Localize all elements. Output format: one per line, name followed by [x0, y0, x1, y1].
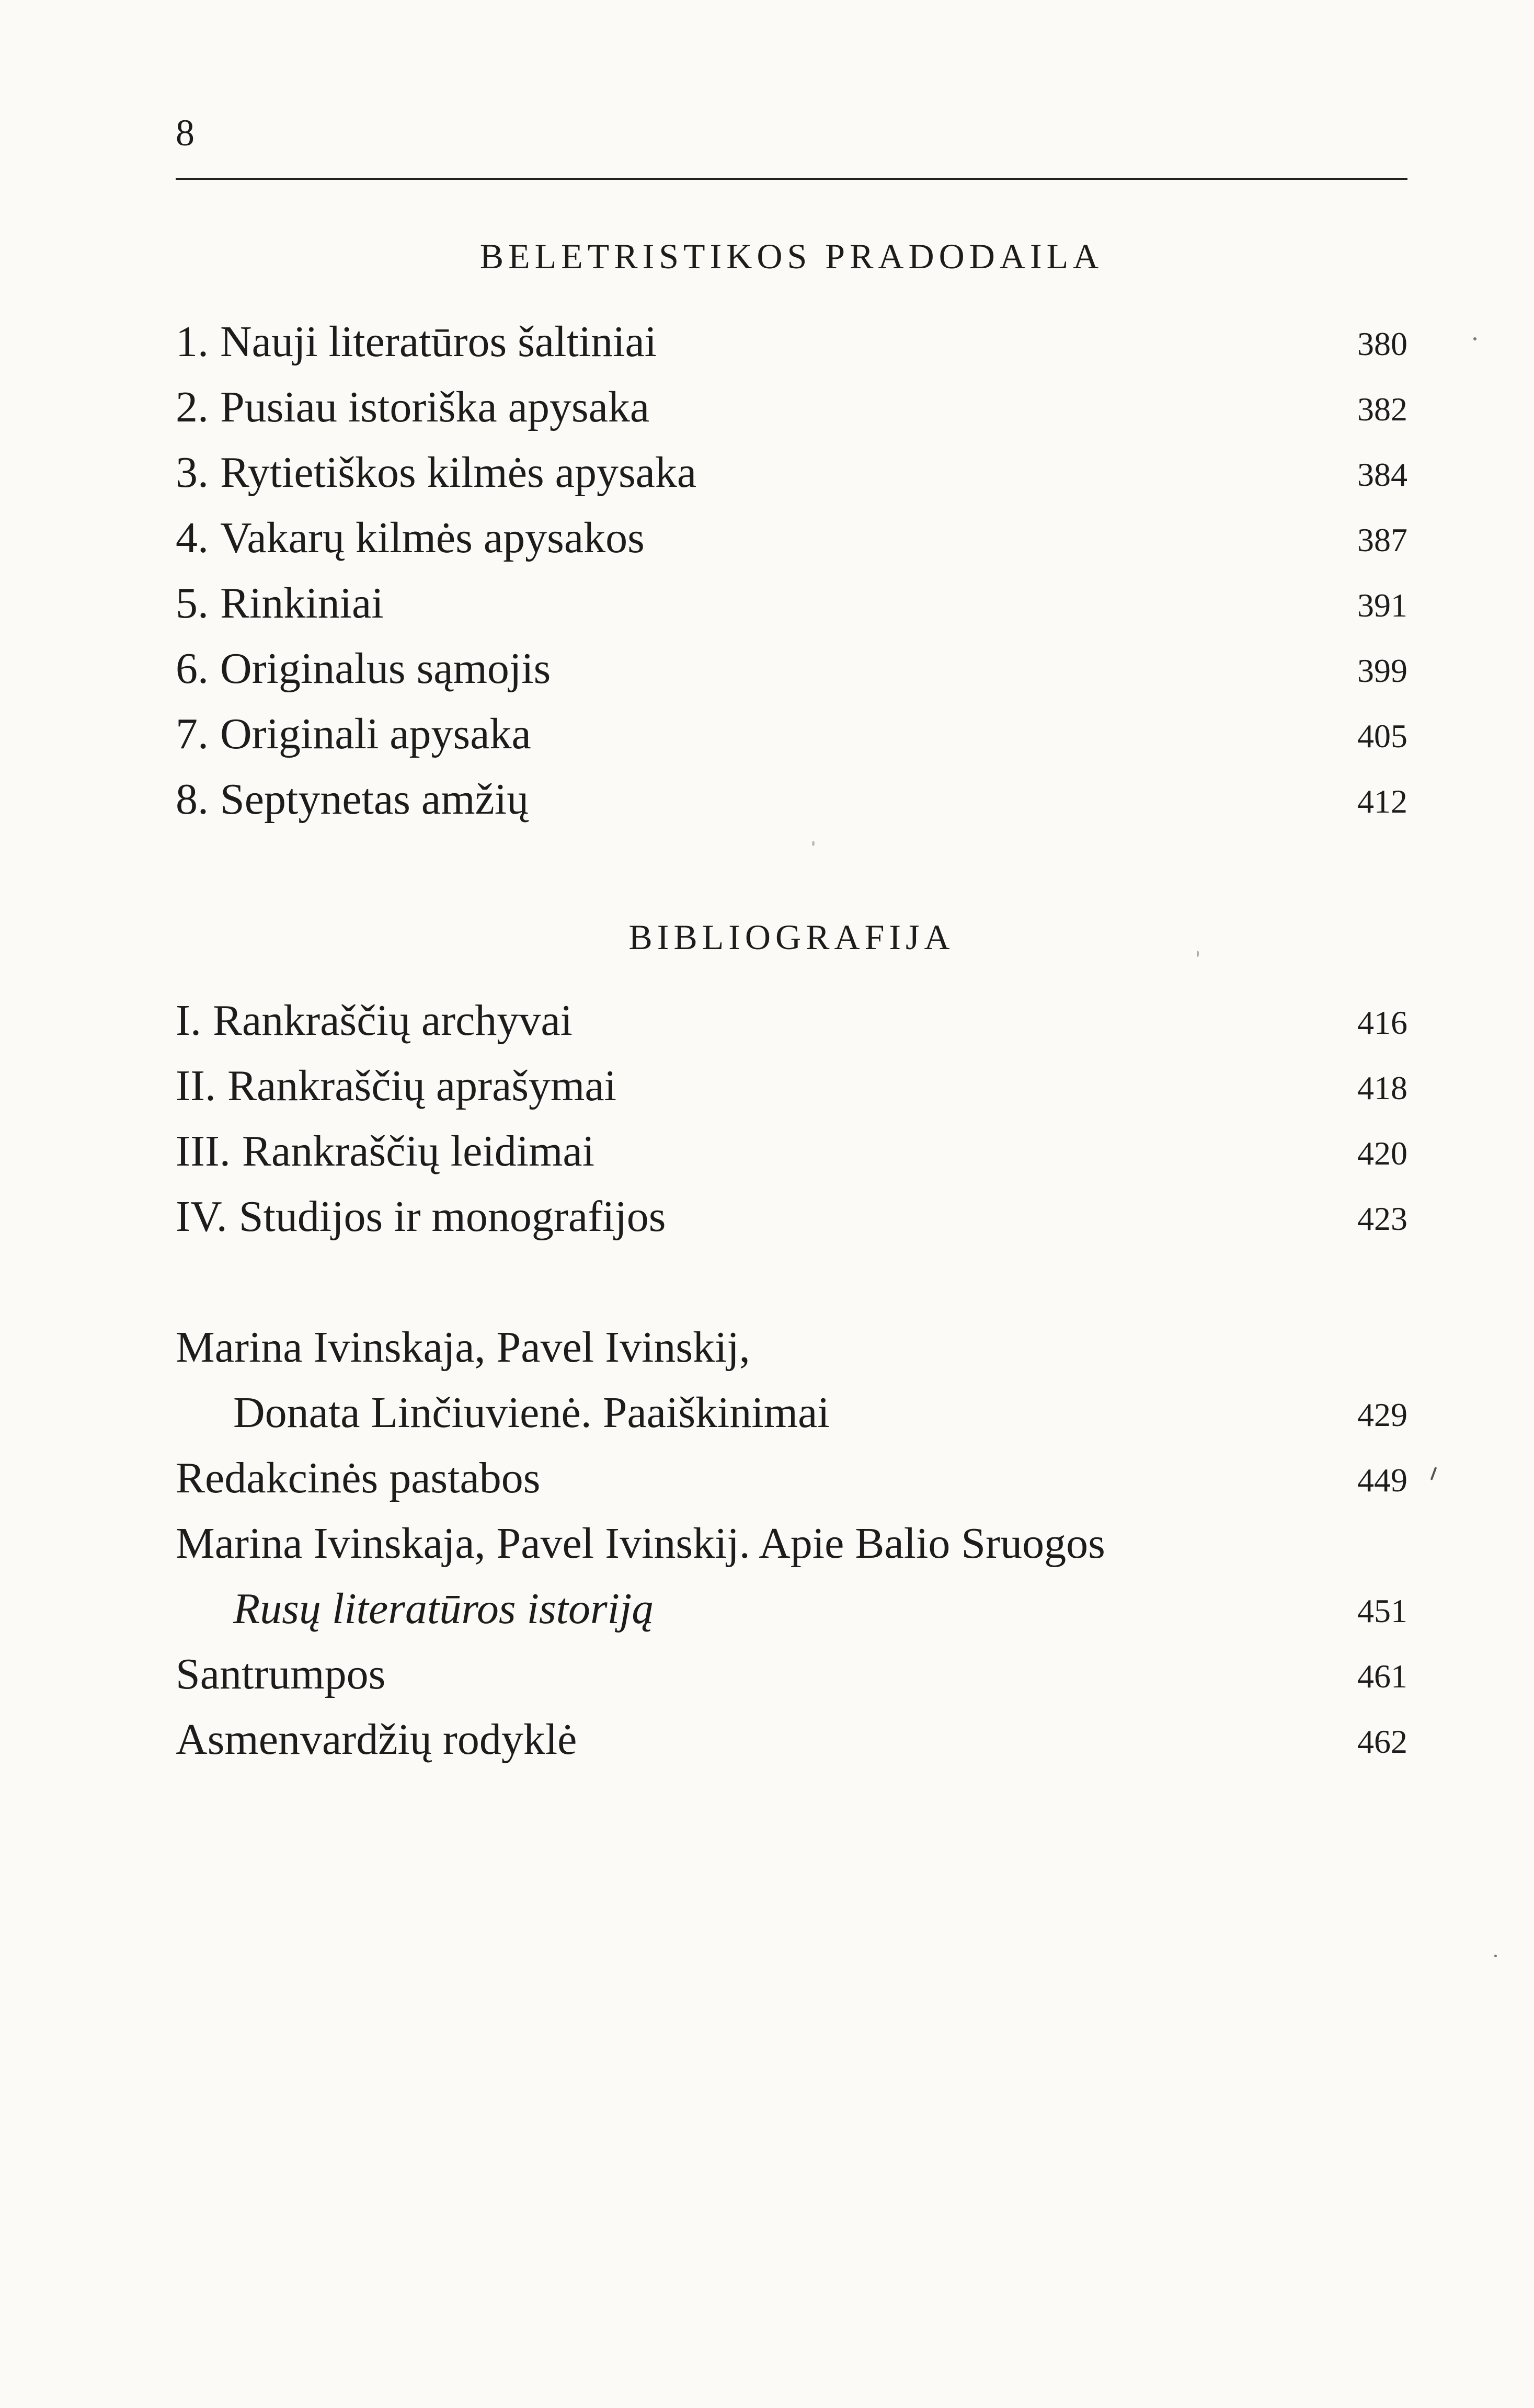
toc-page-number: 380 — [1357, 325, 1407, 362]
toc-entry-abbreviations — [176, 1652, 1407, 1705]
toc-entry-text: 6. Originalus sąmojis — [176, 644, 551, 693]
toc-entry — [176, 513, 1407, 568]
toc-entry — [176, 1192, 1407, 1247]
header-rule — [176, 178, 1407, 180]
toc-page-number: 429 — [1357, 1396, 1407, 1433]
toc-entry-text: Redakcinės pastabos — [176, 1454, 541, 1502]
toc-entry-text: Marina Ivinskaja, Pavel Ivinskij. Apie Balio Sruogos — [176, 1519, 1105, 1568]
toc-entry-text: 7. Originali apysaka — [176, 710, 531, 758]
toc-entry — [176, 448, 1407, 503]
toc-page-number: 416 — [1357, 1004, 1407, 1041]
page-number: 8 — [176, 112, 194, 154]
toc-entry-editorial-notes — [176, 1456, 1407, 1509]
toc-entry-index — [176, 1715, 1407, 1770]
toc-entry — [176, 775, 1407, 830]
toc-entry-text: Marina Ivinskaja, Pavel Ivinskij, — [176, 1323, 750, 1372]
scan-speck — [812, 841, 815, 846]
toc-page-number: 382 — [1357, 391, 1407, 428]
toc-entry-text: 5. Rinkiniai — [176, 579, 384, 627]
toc-entry — [176, 1129, 1407, 1182]
toc-page-number: 399 — [1357, 652, 1407, 689]
toc-entry-text: 3. Rytietiškos kilmės apysaka — [176, 448, 697, 497]
scan-speck — [1494, 1955, 1497, 1957]
toc-entry — [176, 712, 1407, 764]
toc-entry-text: Rusų literatūros istoriją — [233, 1584, 654, 1633]
toc-page-number: 412 — [1357, 783, 1407, 820]
toc-entry-text: Santrumpos — [176, 1650, 386, 1698]
toc-page-number: 449 — [1357, 1462, 1407, 1499]
toc-page-number: 391 — [1357, 587, 1407, 624]
toc-page-number: 420 — [1357, 1135, 1407, 1172]
toc-page-number: 384 — [1357, 456, 1407, 493]
toc-page-number: 451 — [1357, 1592, 1407, 1629]
toc-entry-text: Asmenvardžių rodyklė — [176, 1715, 577, 1764]
toc-entry-text: I. Rankraščių archyvai — [176, 996, 573, 1045]
toc-page-number: 387 — [1357, 521, 1407, 558]
toc-entry — [176, 644, 1407, 699]
toc-entry-text: III. Rankraščių leidimai — [176, 1127, 595, 1176]
toc-entry-text: 1. Nauji literatūros šaltiniai — [176, 317, 657, 366]
toc-entry — [176, 385, 1407, 438]
scan-speck — [1430, 1467, 1437, 1480]
toc-entry-text: 8. Septynetas amžių — [176, 775, 529, 824]
toc-entry — [176, 581, 1407, 634]
toc-page-number: 423 — [1357, 1200, 1407, 1237]
toc-entry-text: Donata Linčiuvienė. Paaiškinimai — [233, 1388, 830, 1437]
section-title-bibliografija: BIBLIOGRAFIJA — [628, 917, 955, 957]
toc-page-number: 461 — [1357, 1658, 1407, 1695]
toc-entry — [176, 1064, 1407, 1116]
toc-entry — [176, 996, 1407, 1051]
toc-entry-commentary-authors — [176, 1323, 1407, 1378]
section-title-beletristika: BELETRISTIKOS PRADODAILA — [479, 236, 1104, 276]
toc-entry-commentary — [176, 1388, 1407, 1443]
toc-page-number: 405 — [1357, 717, 1407, 755]
toc-entry-text: II. Rankraščių aprašymai — [176, 1062, 617, 1110]
toc-entry-text: 4. Vakarų kilmės apysakos — [176, 513, 645, 562]
toc-entry — [176, 317, 1407, 372]
scan-speck — [1197, 951, 1199, 957]
scan-speck — [1473, 337, 1476, 340]
toc-entry-text: IV. Studijos ir monografijos — [176, 1192, 666, 1241]
toc-page-number: 418 — [1357, 1069, 1407, 1106]
toc-entry-text: 2. Pusiau istoriška apysaka — [176, 383, 650, 431]
toc-entry-essay-authors — [176, 1519, 1407, 1574]
toc-entry-essay — [176, 1584, 1407, 1639]
toc-page-number: 462 — [1357, 1723, 1407, 1760]
